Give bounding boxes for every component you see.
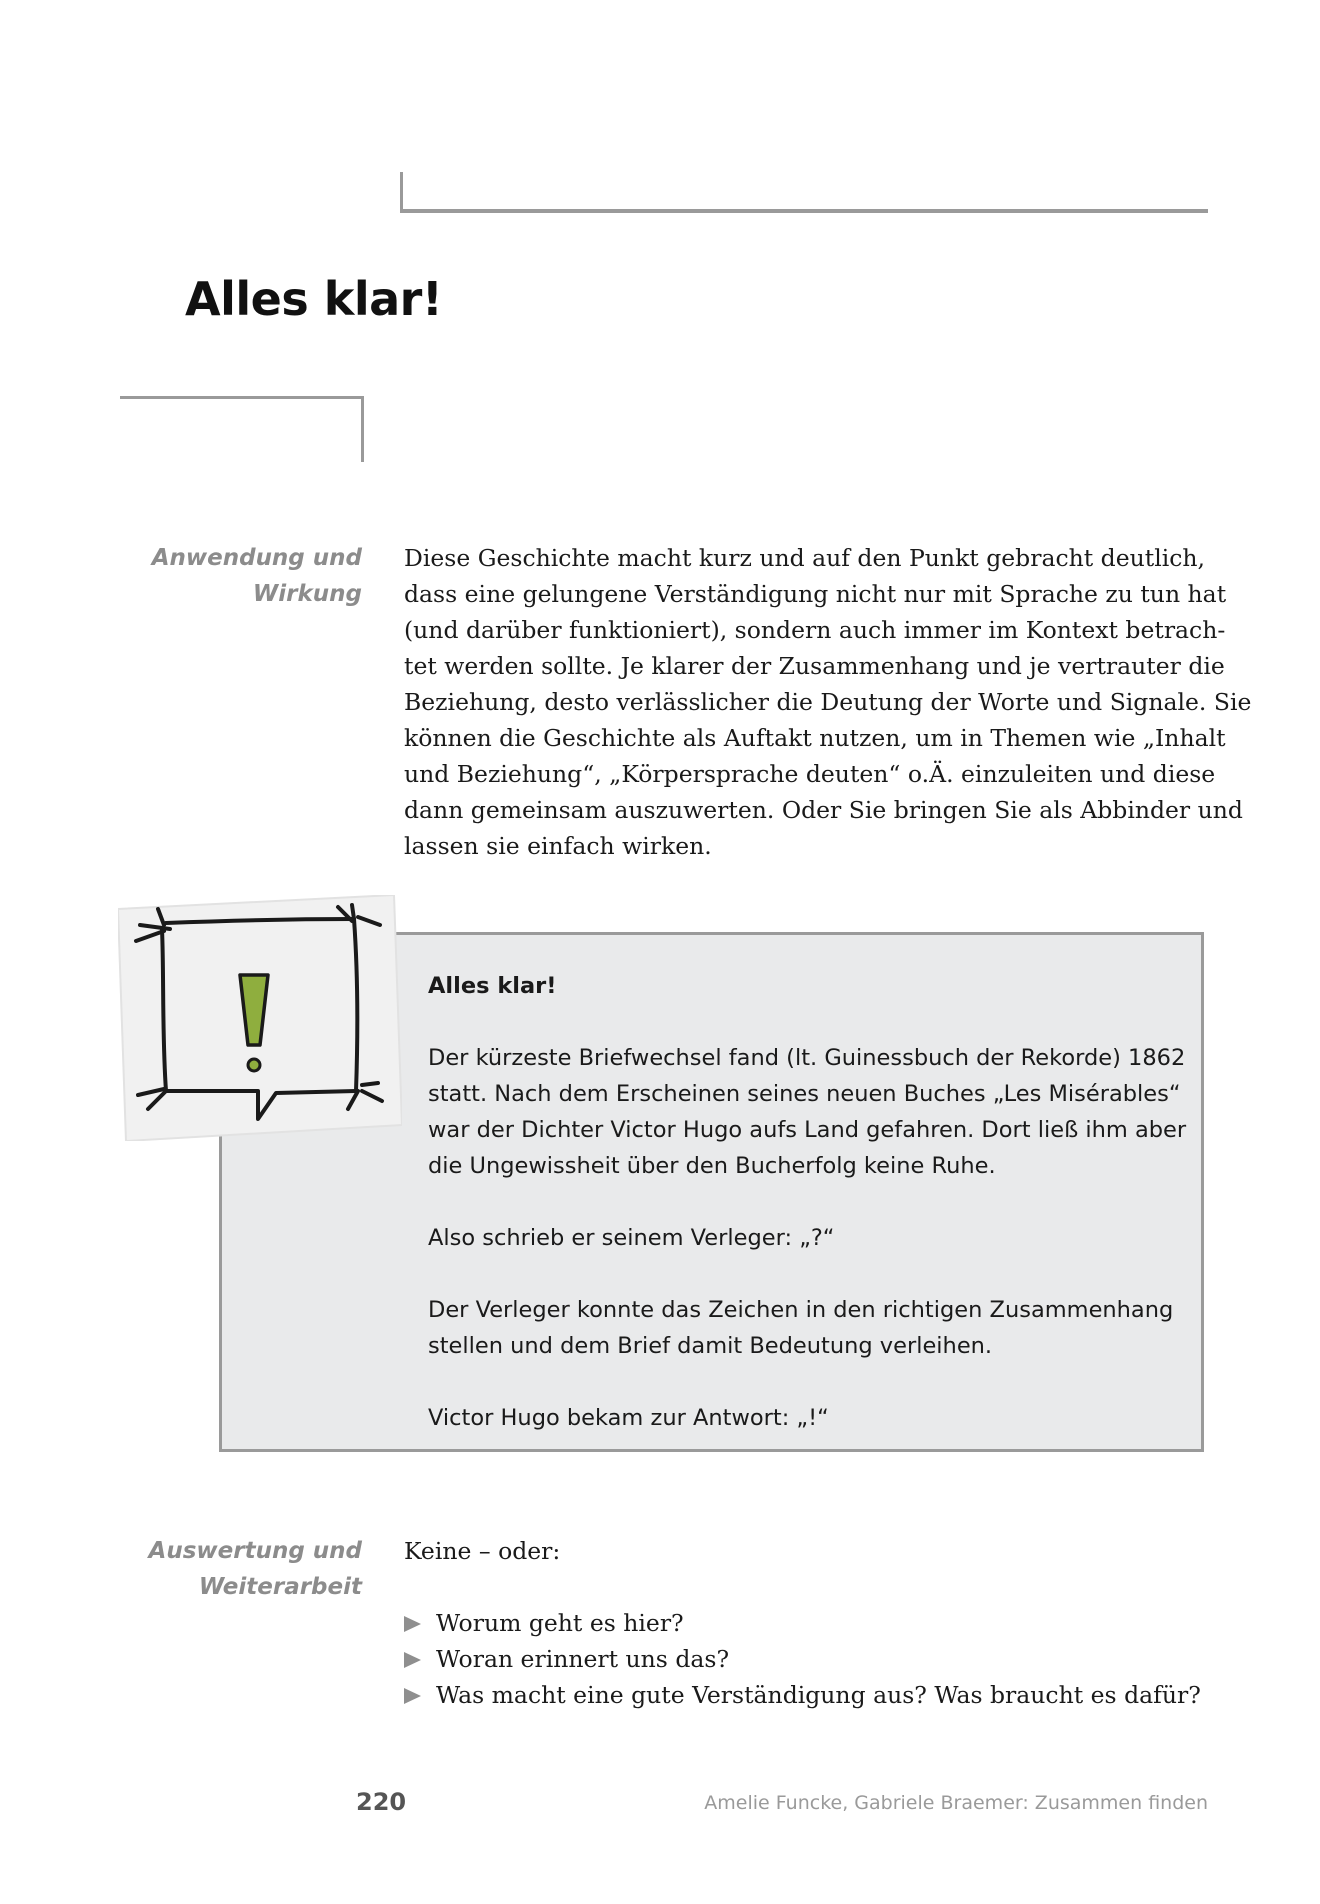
text-line: stellen und dem Brief damit Bedeutung verleihen. xyxy=(428,1333,993,1359)
list-item-text: Worum geht es hier? xyxy=(436,1609,684,1637)
footer-credit: Amelie Funcke, Gabriele Braemer: Zusammen finden xyxy=(704,1792,1208,1814)
list-item xyxy=(404,1641,1214,1677)
text-line: dass eine gelungene Verständigung nicht nur mit Sprache zu tun hat xyxy=(404,580,1227,608)
evaluation-section xyxy=(404,1533,1214,1713)
story-text xyxy=(428,968,1198,1436)
text-line: tet werden sollte. Je klarer der Zusammenhang und je vertrauter die xyxy=(404,652,1225,680)
application-paragraph xyxy=(404,540,1252,864)
text-line: lassen sie einfach wirken. xyxy=(404,832,712,860)
list-item xyxy=(404,1605,1214,1641)
question-list xyxy=(404,1605,1214,1713)
corner-rule-horizontal xyxy=(120,396,364,399)
text-line: und Beziehung“, „Körpersprache deuten“ o.Ä. einzuleiten und diese xyxy=(404,760,1216,788)
section-label-line: Weiterarbeit xyxy=(198,1574,362,1600)
text-line: (und darüber funktioniert), sondern auch immer im Kontext betrach- xyxy=(404,616,1226,644)
story-paragraph xyxy=(428,1400,1198,1436)
evaluation-intro: Keine – oder: xyxy=(404,1537,561,1565)
text-line: Beziehung, desto verlässlicher die Deutung der Worte und Signale. Sie xyxy=(404,688,1252,716)
text-line: Also schrieb er seinem Verleger: „?“ xyxy=(428,1225,835,1251)
header-rule-vertical xyxy=(400,172,403,212)
story-paragraph xyxy=(428,1292,1198,1364)
text-line: Der Verleger konnte das Zeichen in den richtigen Zusammenhang xyxy=(428,1297,1174,1323)
header-rule-horizontal xyxy=(400,209,1208,213)
text-line: die Ungewissheit über den Bucherfolg keine Ruhe. xyxy=(428,1153,996,1179)
section-label-line: Anwendung und xyxy=(151,545,362,571)
page-title: Alles klar! xyxy=(185,272,443,326)
section-label-line: Wirkung xyxy=(252,581,362,607)
text-line: statt. Nach dem Erscheinen seines neuen Buches „Les Misérables“ xyxy=(428,1081,1181,1107)
triangle-bullet-icon xyxy=(404,1688,421,1704)
text-line: Diese Geschichte macht kurz und auf den Punkt gebracht deutlich, xyxy=(404,544,1205,572)
list-item-text: Woran erinnert uns das? xyxy=(436,1645,730,1673)
text-line: dann gemeinsam auszuwerten. Oder Sie bringen Sie als Abbinder und xyxy=(404,796,1243,824)
list-item-text: Was macht eine gute Verständigung aus? Was braucht es dafür? xyxy=(436,1681,1201,1709)
spacer xyxy=(404,1569,1214,1605)
list-item xyxy=(404,1677,1214,1713)
page-number: 220 xyxy=(356,1788,407,1816)
story-paragraph xyxy=(428,1220,1198,1256)
text-line: Der kürzeste Briefwechsel fand (lt. Guinessbuch der Rekorde) 1862 xyxy=(428,1045,1186,1071)
text-line: können die Geschichte als Auftakt nutzen, um in Themen wie „Inhalt xyxy=(404,724,1226,752)
story-paragraph xyxy=(428,1040,1198,1184)
corner-rule-vertical xyxy=(361,396,364,462)
story-title: Alles klar! xyxy=(428,973,557,999)
section-label-line: Auswertung und xyxy=(148,1538,362,1564)
exclamation-speech-bubble-icon xyxy=(118,895,402,1141)
text-line: Victor Hugo bekam zur Antwort: „!“ xyxy=(428,1405,829,1431)
section-label-evaluation xyxy=(130,1533,362,1605)
triangle-bullet-icon xyxy=(404,1652,421,1668)
triangle-bullet-icon xyxy=(404,1616,421,1632)
section-label-application xyxy=(130,540,362,612)
text-line: war der Dichter Victor Hugo aufs Land gefahren. Dort ließ ihm aber xyxy=(428,1117,1187,1143)
